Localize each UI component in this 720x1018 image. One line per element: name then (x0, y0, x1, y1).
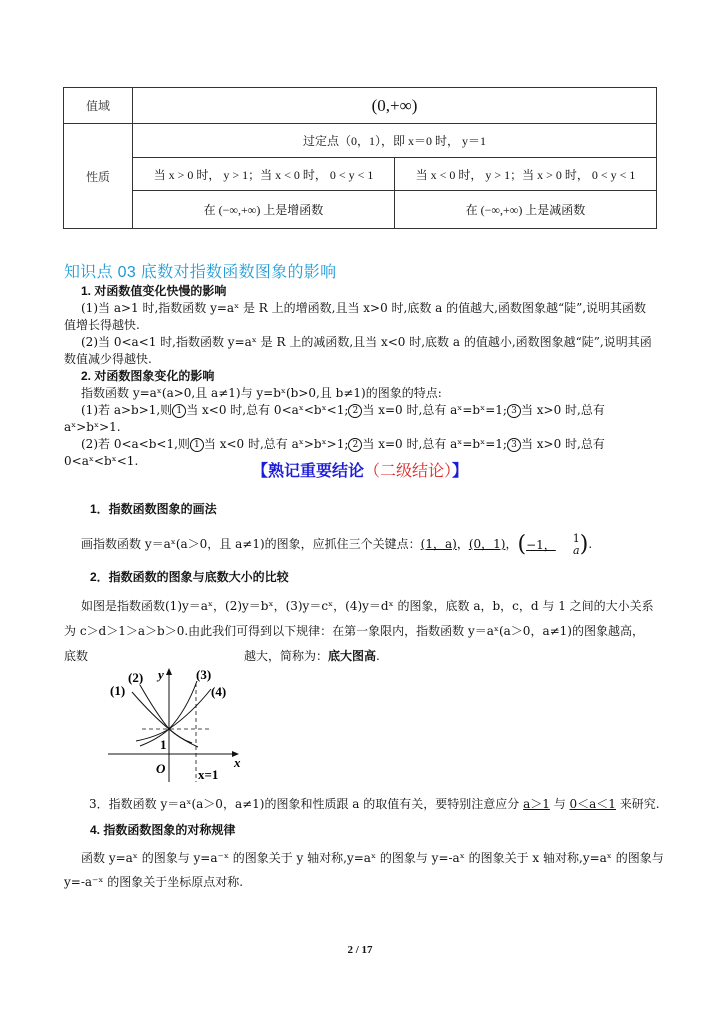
item1-text: 画指数函数 y＝aˣ(a＞0，且 a≠1)的图象，应抓住三个关键点：(1，a)，(0，1)，(−1， 1 a ). (81, 531, 593, 557)
section03-body (64, 283, 658, 470)
properties-table (63, 87, 657, 229)
exponential-graph (100, 655, 260, 785)
page-number: 2 / 17 (347, 944, 373, 956)
key-point-2: (0，1) (468, 537, 506, 551)
curve-label-3: (3) (196, 667, 212, 682)
x-label: x (234, 755, 241, 770)
table-row-value-range (64, 158, 657, 191)
paragraph-features: 指数函数 y=aˣ(a>0,且 a≠1)与 y=bˣ(b>0,且 b≠1)的图象的特点: (81, 386, 442, 400)
origin-label: O (156, 761, 166, 776)
subheading-speed: 1. 对函数值变化快慢的影响 (81, 284, 227, 298)
item3-text: 3．指数函数 y＝aˣ(a＞0，a≠1)的图象和性质跟 a 的取值有关，要特别注意应分 a＞1 与 0＜a＜1 来研究. (89, 797, 660, 811)
key-point-1: (1，a) (420, 537, 457, 551)
row-head-range: 值域 (64, 88, 133, 124)
x-eq-1-label: x=1 (198, 767, 219, 782)
item4-text: 函数 y=aˣ 的图象与 y=a⁻ˣ 的图象关于 y 轴对称,y=aˣ 的图象与 y=-aˣ 的图象关于 x 轴对称,y=aˣ 的图象与 y=-a⁻ˣ 的图象关于坐标原点对称. (64, 851, 664, 889)
increasing-value-cell: 当 x > 0 时， y > 1；当 x < 0 时， 0 < y < 1 (133, 158, 395, 191)
circled-3: 3 (507, 438, 521, 452)
circled-1: 1 (190, 438, 204, 452)
curve-label-4: (4) (211, 684, 227, 699)
one-label: 1 (160, 737, 167, 752)
table-row-monotonic (64, 191, 657, 229)
circled-2: 2 (348, 404, 362, 418)
paragraph-case-2: (2)若 0<a<b<1,则 1 当 x<0 时,总有 aˣ>bˣ>1; 2 当 x=0 时,总有 aˣ=bˣ=1; 3 当 x>0 时,总有 0<aˣ<bˣ<1. (64, 437, 605, 468)
section-heading: 知识点 03 底数对指数函数图象的影响 (64, 264, 337, 281)
paragraph-a-gt-1: (1)当 a>1 时,指数函数 y=aˣ 是 R 上的增函数,且当 x>0 时,底数 a 的值越大,函数图象越“陡”,说明其函数值增长得越快. (64, 301, 647, 332)
curve-label-2: (2) (128, 670, 144, 685)
key-point-3: ( (517, 532, 527, 557)
circled-1: 1 (172, 404, 186, 418)
row-head-properties: 性质 (64, 124, 133, 229)
table-row-range (64, 88, 657, 124)
subheading-graph: 2. 对函数图象变化的影响 (81, 369, 215, 383)
item2-text: 如图是指数函数(1)y＝aˣ，(2)y＝bˣ，(3)y＝cˣ，(4)y＝dˣ 的图象，底数 a，b，c，d 与 1 之间的大小关系 为 c＞d＞1＞a＞b＞0.由此我们可得到以下规律：在第一象限内，指数函数 y＝aˣ(a＞0，a≠1)的图象越高， 底数 越大，简称为：底大图高. (64, 599, 654, 663)
decreasing-cell: 在 (−∞,+∞) 上是减函数 (395, 191, 657, 229)
table-row-fixed-point (64, 124, 657, 158)
conclusion-heading: 【熟记重要结论（二级结论）】 (251, 463, 469, 480)
circled-2: 2 (348, 438, 362, 452)
item1-title: 1．指数函数图象的画法 (90, 502, 217, 516)
item4-title: 4. 指数函数图象的对称规律 (90, 823, 236, 837)
increasing-cell: 在 (−∞,+∞) 上是增函数 (133, 191, 395, 229)
curve-2 (140, 685, 192, 743)
item2-title: 2．指数函数的图象与底数大小的比较 (90, 570, 289, 584)
fixed-point-cell: 过定点（0，1），即 x＝0 时， y＝1 (133, 124, 657, 158)
range-value: (0,+∞) (133, 88, 657, 124)
curve-label-1: (1) (110, 683, 126, 698)
decreasing-value-cell: 当 x < 0 时， y > 1；当 x > 0 时， 0 < y < 1 (395, 158, 657, 191)
y-label: y (158, 667, 164, 682)
paragraph-case-1: (1)若 a>b>1,则 1 当 x<0 时,总有 0<aˣ<bˣ<1; 2 当 x=0 时,总有 aˣ=bˣ=1; 3 当 x>0 时,总有 aˣ>bˣ>1. (64, 403, 605, 434)
circled-3: 3 (507, 404, 521, 418)
paragraph-a-lt-1: (2)当 0<a<1 时,指数函数 y=aˣ 是 R 上的减函数,且当 x<0 时,底数 a 的值越小,函数图象越“陡”,说明其函数值减少得越快. (64, 335, 652, 366)
